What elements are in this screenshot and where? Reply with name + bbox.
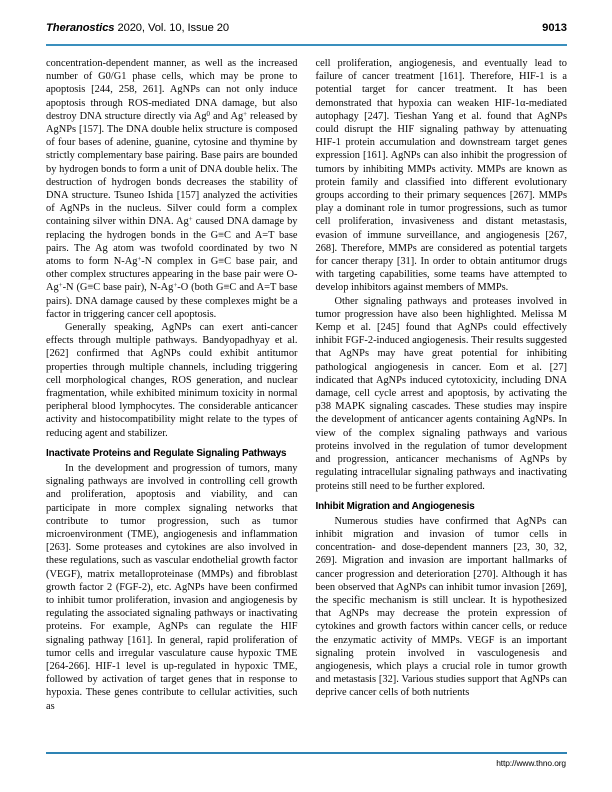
- paragraph-signaling-networks: In the development and progression of tumors, many signaling pathways are involved in controlling cell growth and proliferation, apoptosis and viability, and can participate in more complex signaling networks that contribute to tumor progression, such as tumor microenvironment (TME), angiogenesis and inflammation [263]. Some proteases and cytokines are also involved in these regulations, such as vascular endothelial growth factor (VEGF), matrix metalloproteinase (MMPs) and fibroblast growth factor 2 (FGF-2), etc. AgNPs have been confirmed to inhibit tumor proliferation, invasion and angiogenesis by regulating the associated signaling pathways or inactivating proteins. For example, AgNPs can regulate the HIF signaling pathway [161]. In general, rapid proliferation of tumor cells and irregular vasculature cause hypoxic TME [264-266]. HIF-1 level is up-regulated in hypoxic TME, followed by activation of target genes that in response to hypoxia. These genes contribute to cellular activities, such as: [46, 462, 298, 712]
- superscript-charge: +: [188, 216, 193, 224]
- paragraph-text: and Ag: [209, 110, 244, 122]
- journal-issue: 2020, Vol. 10, Issue 20: [114, 22, 229, 34]
- journal-name: Theranostics: [46, 22, 115, 34]
- superscript-charge: 0: [206, 110, 210, 118]
- section-heading-inactivate-proteins: Inactivate Proteins and Regulate Signaling Pathways: [46, 448, 287, 460]
- journal-citation: [46, 22, 229, 34]
- column-container: [46, 57, 567, 742]
- paragraph-dna-damage: [46, 57, 298, 321]
- paragraph-other-pathways: Other signaling pathways and proteases involved in tumor progression have also been highlighted. Melissa M Kemp et al. [245] found that AgNPs could effectively inhibit FGF-2-induced angiogenesis. Their results suggested that AgNPs may have great potential for inhibiting pathological angiogenesis in cancer. Eom et al. [27] indicated that AgNPs induced cytotoxicity, including DNA damage, cell cycle arrest and apoptosis, by activating the p38 MAPK signaling cascades. These studies may inspire the development of anticancer agents containing AgNPs. In view of the complex signaling pathways and various proteins involved in the regulation of tumor development and progression, anticancer mechanisms of AgNPs by regulating intracellular signaling pathways and inactivating proteins still need to be further explored.: [315, 295, 567, 492]
- superscript-charge: +: [58, 282, 63, 290]
- paragraph-text: released by AgNPs [157]. The DNA double helix structure is composed of four bases of adenine, guanine, cytosine and thymine by strictly complementary base pairing. Base pairs are bounded by hydrogen bonds to form a unit of DNA double helix. The destruction of hydrogen bonds decreases the stability of DNA structure. Tsuneo Ishida [157] analyzed the activities of AgNPs in the nucleus. Silver could form a complex containing silver within DNA. Ag: [46, 110, 298, 228]
- paragraph-text: -O (both G≡C and A=T base pairs). DNA damage caused by these complexes might be a factor in triggering cancer cell apoptosis.: [46, 282, 298, 320]
- superscript-charge: +: [243, 110, 248, 118]
- footer-url: http://www.thno.org: [496, 758, 566, 768]
- paragraph-text: -N complex in G≡C base pair, and other complex structures appearing in the base pair were O-Ag: [46, 256, 298, 294]
- paragraph-anticancer-pathways: Generally speaking, AgNPs can exert anti-cancer effects through multiple pathways. Bandyopadhyay et al. [262] confirmed that AgNPs could exhibit antitumor properties through multiple channels, including triggering cell morphological changes, ROS generation, and nuclear fragmentation, while exhibited minimum toxicity in normal peripheral blood lymphocytes. The considerable anticancer activity and histocompatibility might relate to the types of reducing agent and stabilizer.: [46, 322, 298, 439]
- footer-rule: [46, 752, 567, 754]
- superscript-charge: +: [173, 282, 178, 290]
- paragraph-migration-invasion: Numerous studies have confirmed that AgNPs can inhibit migration and invasion of tumor cells in concentration- and dose-dependent manners [23, 30, 32, 269]. Migration and invasion are important hallmarks of cancer progression and deterioration [270]. Although it has been observed that AgNPs can inhibit tumor invasion [269], the specific mechanism is still unclear. It is hypothesized that AgNPs may decrease the protein expression of cytokines and growth factors within cancer cells, or reduce the enzymatic activity of MMPs. VEGF is an important signaling protein involved in vasculogenesis and angiogenesis, which plays a crucial role in tumor growth and metastasis [32]. Various studies support that AgNPs can deprive cancer cells of both nutrients: [315, 515, 567, 699]
- section-heading-inhibit-migration: Inhibit Migration and Angiogenesis: [315, 501, 475, 513]
- paragraph-hif-target: cell proliferation, angiogenesis, and eventually lead to failure of cancer treatment [161]. Therefore, HIF-1 is a potential target for cancer treatment. It has been demonstrated that hypoxia can weaken HIF-1α-mediated autophagy [247]. Tieshan Yang et al. found that AgNPs could disrupt the HIF signaling pathway by attenuating HIF-1 protein accumulation and downstream target genes expression [161]. AgNPs can also inhibit the progression of tumors by inhibiting MMPs activity. MMPs are known as protein family and classified into different evolutionary groups according to their primary sequences [267]. MMPs play a dominant role in tumor progressions, such as tumor cell proliferation, invasiveness and distant metastasis, evasion of immune surveillance, and angiogenesis [267, 268]. Therefore, MMPs are considered as potential targets for cancer therapy [31]. In order to obtain antitumor drugs with targeting capabilities, some teams have attempted to develop inhibitors against members of MMPs.: [315, 58, 567, 294]
- paragraph-text: -N (G≡C base pair), N-Ag: [62, 282, 174, 294]
- paragraph-text: concentration-dependent manner, as well as the increased number of G0/G1 phase cells, which may be prone to apoptosis [244, 258, 261]. AgNPs can not only induce apoptosis through ROS-mediated DNA damage, but also destroy DNA structure directly via Ag: [46, 58, 298, 122]
- superscript-charge: +: [137, 256, 142, 264]
- page-header: [46, 22, 567, 34]
- right-column: [316, 57, 568, 742]
- header-rule: [46, 44, 567, 46]
- paragraph-text: caused DNA damage by replacing the hydrogen bonds in the G≡C and A=T base pairs. The Ag atom was twofold coordinated by two N atoms to form N-Ag: [46, 216, 298, 268]
- left-column: [46, 57, 298, 742]
- page-number: 9013: [542, 22, 567, 34]
